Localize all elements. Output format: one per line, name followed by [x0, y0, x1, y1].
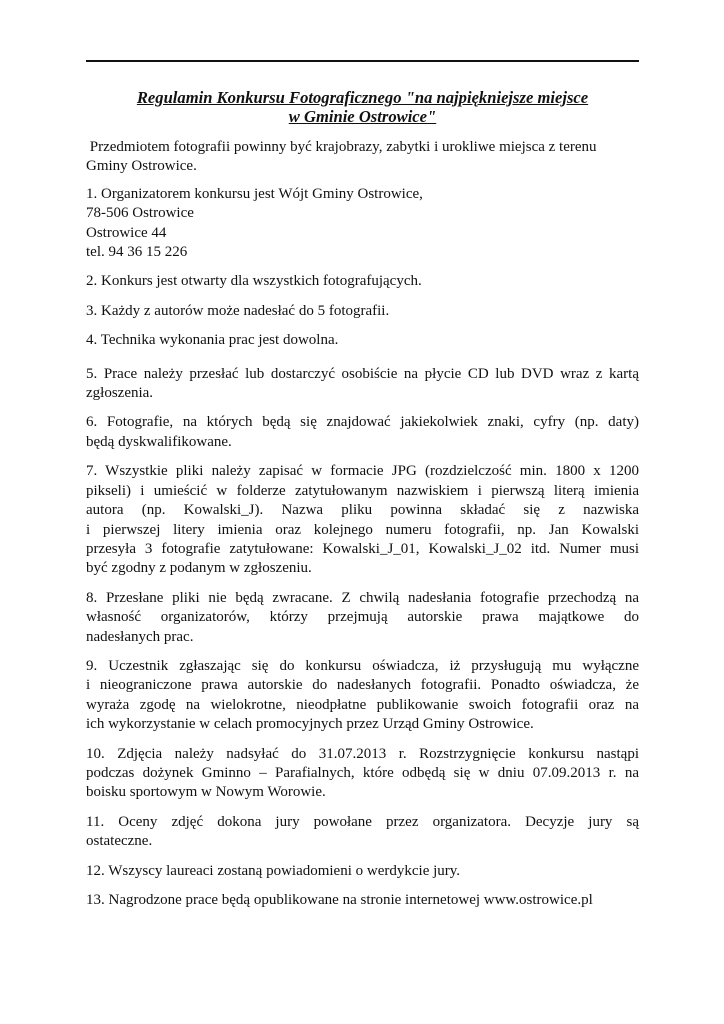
- rule-item-2: [86, 272, 639, 291]
- rule-1-line-2: 78-506 Ostrowice: [86, 205, 194, 222]
- title-line-2: w Gminie Ostrowice": [288, 107, 437, 126]
- rule-1-line-4: tel. 94 36 15 226: [86, 244, 188, 261]
- rule-item-13: [86, 891, 639, 910]
- intro-line-2: Gminy Ostrowice.: [86, 158, 197, 175]
- rule-item-7: [86, 462, 639, 578]
- rule-item-9: [86, 657, 639, 735]
- top-rule: [86, 60, 639, 62]
- rule-item-12: [86, 862, 639, 881]
- rule-11-line-2: ostateczne.: [86, 833, 153, 850]
- rule-6-line-1: 6. Fotografie, na których będą się znajdować jakiekolwiek znaki, cyfry (np. daty): [86, 414, 639, 431]
- rule-5-line-1: 5. Prace należy przesłać lub dostarczyć osobiście na płycie CD lub DVD wraz z kartą: [86, 365, 639, 382]
- title-line-1: Regulamin Konkursu Fotograficznego "na najpiękniejsze miejsce: [136, 88, 589, 107]
- rule-7-line-3: autora (np. Kowalski_J). Nazwa pliku powinna składać się z nazwiska: [86, 502, 639, 519]
- rule-item-8: [86, 589, 639, 647]
- rule-8-line-1: 8. Przesłane pliki nie będą zwracane. Z chwilą nadesłania fotografie przechodzą na: [86, 589, 639, 606]
- rule-2-line-1: 2. Konkurs jest otwarty dla wszystkich fotografujących.: [86, 273, 422, 290]
- rule-item-1: [86, 185, 639, 263]
- rule-6-line-2: będą dyskwalifikowane.: [86, 433, 232, 450]
- intro-paragraph: [86, 138, 639, 177]
- rule-9-line-1: 9. Uczestnik zgłaszając się do konkursu oświadcza, iż przysługują mu wyłączne: [86, 657, 639, 674]
- rule-item-5: [86, 365, 639, 404]
- rule-7-line-5: przesyła 3 fotografie zatytułowane: Kowalski_J_01, Kowalski_J_02 itd. Numer musi: [86, 540, 639, 557]
- rule-item-6: [86, 413, 639, 452]
- rule-8-line-3: nadesłanych prac.: [86, 628, 194, 645]
- rule-4-line-1: 4. Technika wykonania prac jest dowolna.: [86, 332, 339, 349]
- rule-9-line-4: ich wykorzystanie w celach promocyjnych przez Urząd Gminy Ostrowice.: [86, 716, 534, 733]
- rule-10-line-1: 10. Zdjęcia należy nadsyłać do 31.07.2013 r. Rozstrzygnięcie konkursu nastąpi: [86, 745, 639, 762]
- document-title: [86, 88, 639, 126]
- rule-1-line-3: Ostrowice 44: [86, 224, 167, 241]
- rule-11-line-1: 11. Oceny zdjęć dokona jury powołane przez organizatora. Decyzje jury są: [86, 813, 639, 830]
- rule-1-line-1: 1. Organizatorem konkursu jest Wójt Gminy Ostrowice,: [86, 185, 423, 202]
- rule-5-line-2: zgłoszenia.: [86, 385, 154, 402]
- rule-9-line-2: i nieograniczone prawa autorskie do nadesłanych fotografii. Ponadto oświadcza, że: [86, 677, 639, 694]
- rule-item-10: [86, 745, 639, 803]
- rule-7-line-2: pikseli) i umieścić w folderze zatytułowanym nazwiskiem i pierwszą literą imienia: [86, 482, 639, 499]
- rule-item-4: [86, 331, 639, 350]
- rule-7-line-6: być zgodny z podanym w zgłoszeniu.: [86, 560, 312, 577]
- rule-item-3: [86, 302, 639, 321]
- rule-7-line-1: 7. Wszystkie pliki należy zapisać w formacie JPG (rozdzielczość min. 1800 x 1200: [86, 463, 639, 480]
- rule-12-line-1: 12. Wszyscy laureaci zostaną powiadomieni o werdykcie jury.: [86, 862, 461, 879]
- document-page: [86, 60, 639, 910]
- rule-9-line-3: wyraża zgodę na wielokrotne, nieodpłatne publikowanie swoich fotografii oraz na: [86, 696, 639, 713]
- rule-item-11: [86, 813, 639, 852]
- rule-13-line-1: 13. Nagrodzone prace będą opublikowane na stronie internetowej www.ostrowice.pl: [86, 892, 593, 908]
- rule-10-line-3: boisku sportowym w Nowym Worowie.: [86, 784, 326, 801]
- rule-10-line-2: podczas dożynek Gminno – Parafialnych, które odbędą się w dniu 07.09.2013 r. na: [86, 764, 639, 781]
- intro-line-1: Przedmiotem fotografii powinny być krajobrazy, zabytki i urokliwe miejsca z terenu: [86, 139, 597, 155]
- rule-7-line-4: i pierwszej litery imienia oraz kolejnego numeru fotografii, np. Jan Kowalski: [86, 521, 639, 538]
- rule-3-line-1: 3. Każdy z autorów może nadesłać do 5 fotografii.: [86, 302, 390, 319]
- rule-8-line-2: własność organizatorów, którzy przejmują autorskie prawa majątkowe do: [86, 609, 639, 626]
